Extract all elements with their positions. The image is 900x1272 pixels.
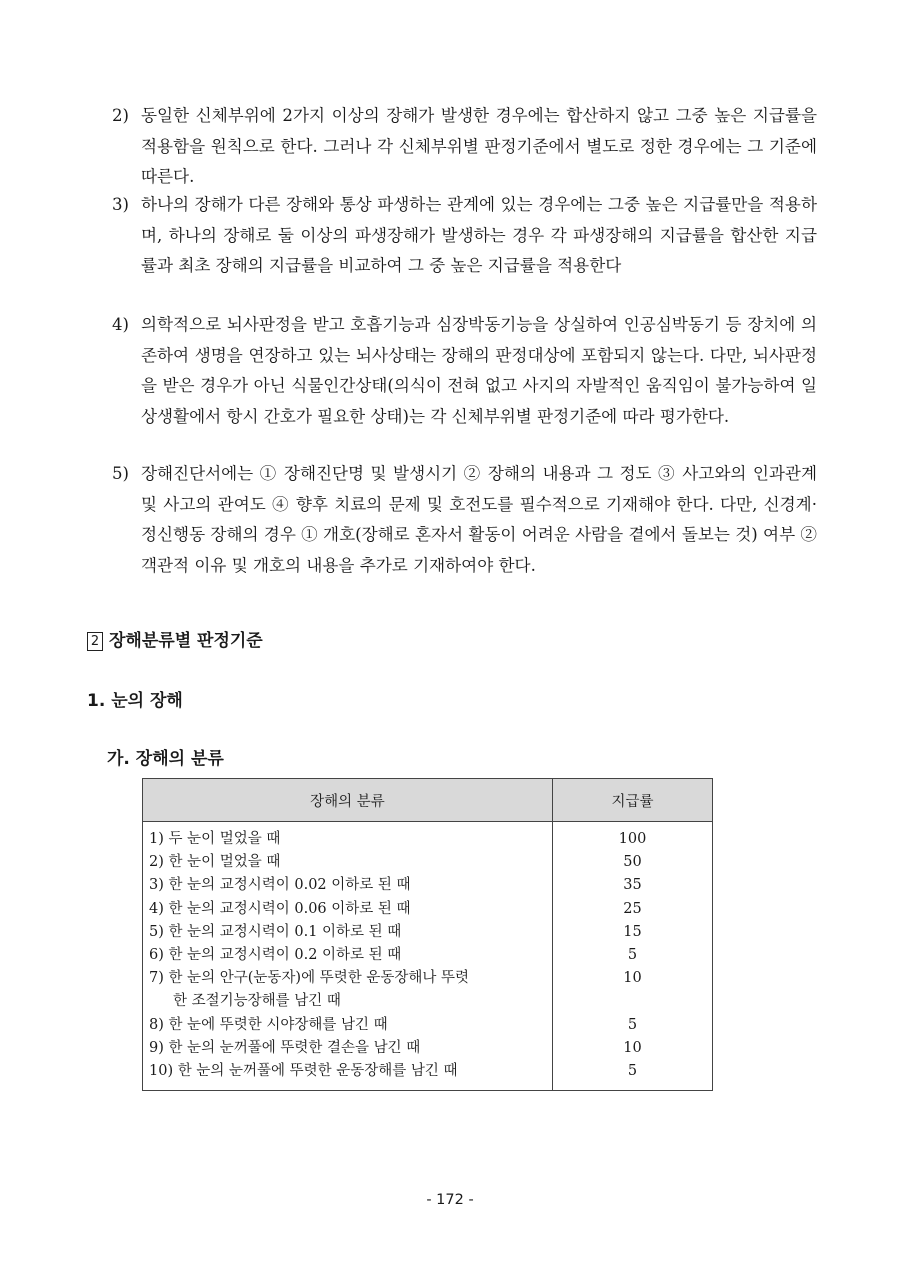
paragraph-5 [112,459,817,581]
subsection-heading: 가. 장해의 분류 [107,749,224,769]
list-item: 6) 한 눈의 교정시력이 0.2 이하로 된 때 [149,947,402,964]
rate-value: 15 [623,923,642,940]
rate-value: 25 [623,900,642,917]
rate-value: 10 [623,970,642,987]
page-number: - 172 - [426,1192,474,1208]
list-item: 4) 한 눈의 교정시력이 0.06 이하로 된 때 [149,900,411,917]
section-heading [87,626,263,651]
list-item: 1) 두 눈이 멀었을 때 [149,831,281,847]
paragraph-4 [112,310,817,432]
rate-value: 100 [618,831,647,847]
rate-value: 10 [623,1039,642,1056]
paragraph-number: 5) [112,464,130,483]
paragraph-text: 하나의 장해가 다른 장해와 통상 파생하는 관계에 있는 경우에는 그중 높은 지급률만을 적용하며, 하나의 장해로 둘 이상의 파생장해가 발생하는 경우 각 파생장해의 지급률을 합산한 지급률과 최초 장해의 지급률을 비교하여 그 중 높은 지급률을 적용한다 [141,195,817,275]
list-item: 8) 한 눈에 뚜렷한 시야장해를 남긴 때 [149,1016,388,1033]
list-item-continuation: 한 조절기능장해를 남긴 때 [173,993,341,1010]
paragraph-number: 2) [112,106,130,125]
paragraph-text: 장해진단서에는 ① 장해진단명 및 발생시기 ② 장해의 내용과 그 정도 ③ 사고와의 인과관계 및 사고의 관여도 ④ 향후 치료의 문제 및 호전도를 필수적으로 기재해야 한다. 다만, 신경계·정신행동 장해의 경우 ① 개호(장해로 혼자서 활동이 어려운 사람을 곁에서 돌보는 것) 여부 ② 객관적 이유 및 개호의 내용을 추가로 기재하여야 한다. [141,464,817,575]
list-item: 9) 한 눈의 눈꺼풀에 뚜렷한 결손을 남긴 때 [149,1039,421,1056]
rate-value: 5 [627,1063,638,1080]
column-header-rate: 지급률 [553,779,713,822]
list-item: 10) 한 눈의 눈꺼풀에 뚜렷한 운동장해를 남긴 때 [149,1063,458,1080]
list-item: 2) 한 눈이 멀었을 때 [149,854,281,871]
list-item: 7) 한 눈의 안구(눈동자)에 뚜렷한 운동장해나 뚜렷 [149,970,469,987]
column-header-classification: 장해의 분류 [143,779,553,822]
rate-value: 5 [627,1016,638,1033]
paragraph-number: 4) [112,315,130,334]
paragraph-text: 의학적으로 뇌사판정을 받고 호흡기능과 심장박동기능을 상실하여 인공심박동기 등 장치에 의존하여 생명을 연장하고 있는 뇌사상태는 장해의 판정대상에 포함되지 않는다. 다만, 뇌사판정을 받은 경우가 아닌 식물인간상태(의식이 전혀 없고 사지의 자발적인 움직임이 불가능하여 일상생활에서 항시 간호가 필요한 상태)는 각 신체부위별 판정기준에 따라 평가한다. [141,315,817,426]
paragraph-text: 동일한 신체부위에 2가지 이상의 장해가 발생한 경우에는 합산하지 않고 그중 높은 지급률을 적용함을 원칙으로 한다. 그러나 각 신체부위별 판정기준에서 별도로 정한 경우에는 그 기준에 따른다. [141,106,817,186]
classification-cell [143,822,553,1091]
list-item: 5) 한 눈의 교정시력이 0.1 이하로 된 때 [149,923,402,940]
rate-spacer [553,990,712,1013]
paragraph-number: 3) [112,195,130,214]
rate-value: 5 [627,947,638,964]
rate-value: 50 [623,854,642,871]
list-item: 3) 한 눈의 교정시력이 0.02 이하로 된 때 [149,877,411,894]
rate-cell [553,822,713,1091]
disability-classification-table [142,778,713,1091]
section-title: 장해분류별 판정기준 [109,631,263,651]
rate-value: 35 [623,877,642,894]
chapter-heading: 1. 눈의 장해 [87,691,183,711]
section-number-box: 2 [87,632,103,651]
paragraph-3 [112,190,817,282]
paragraph-2 [112,101,817,193]
